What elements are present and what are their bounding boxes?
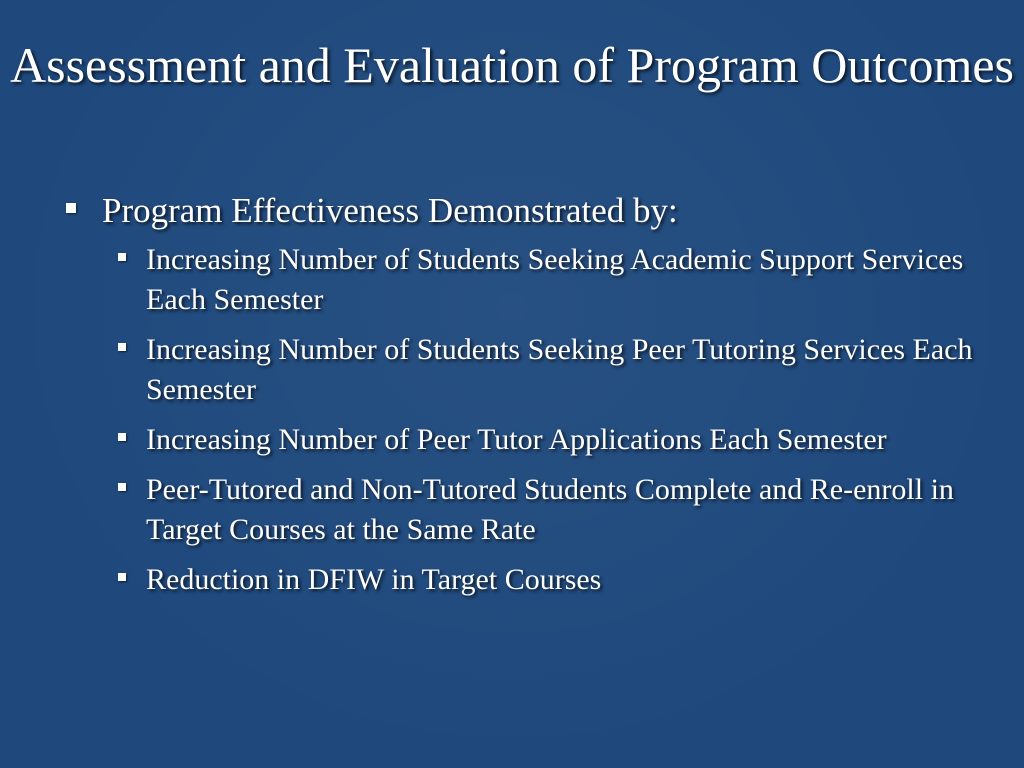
- main-bullet-text: Program Effectiveness Demonstrated by:: [102, 191, 678, 230]
- square-bullet-icon: [118, 483, 126, 491]
- square-bullet-icon: [118, 433, 126, 441]
- sub-bullet-text: Increasing Number of Peer Tutor Applications Each Semester: [146, 423, 887, 456]
- square-bullet-icon: [118, 253, 126, 261]
- square-bullet-icon: [118, 343, 126, 351]
- sub-bullet-item: [108, 560, 984, 600]
- sub-bullet-item: [108, 330, 984, 410]
- square-bullet-icon: [66, 203, 76, 213]
- sub-bullet-text: Peer-Tutored and Non-Tutored Students Complete and Re-enroll in Target Courses at the Same Rate: [146, 473, 954, 546]
- sub-bullet-item: [108, 420, 984, 460]
- sub-bullet-text: Increasing Number of Students Seeking Peer Tutoring Services Each Semester: [146, 333, 973, 406]
- slide-content: [64, 190, 984, 610]
- sub-bullet-item: [108, 240, 984, 320]
- sub-bullet-item: [108, 470, 984, 550]
- sub-bullet-text: Increasing Number of Students Seeking Academic Support Services Each Semester: [146, 243, 964, 316]
- main-bullet-item: [64, 190, 984, 232]
- square-bullet-icon: [118, 573, 126, 581]
- sub-bullet-list: [64, 240, 984, 600]
- slide-title: Assessment and Evaluation of Program Outcomes: [10, 37, 1014, 93]
- sub-bullet-text: Reduction in DFIW in Target Courses: [146, 563, 602, 596]
